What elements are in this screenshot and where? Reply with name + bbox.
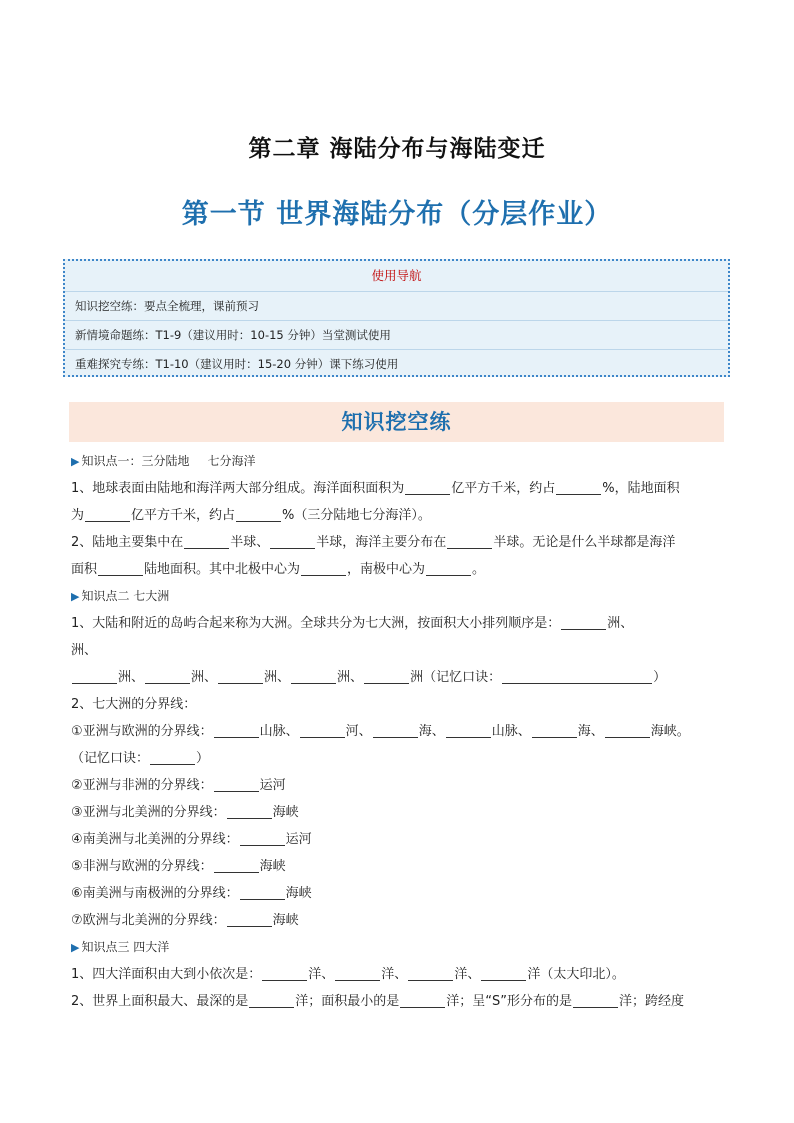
text: 知识点二 七大洲: [81, 589, 170, 603]
fill-blank[interactable]: [218, 669, 263, 684]
text: 洋、: [454, 967, 481, 982]
text: ）: [653, 670, 667, 685]
text: 1、地球表面由陆地和海洋两大部分组成。海洋面积面积为: [71, 481, 405, 496]
text: 海、: [418, 724, 445, 739]
text: 半球。无论是什么半球都是海洋: [493, 535, 676, 550]
question-line: [71, 826, 731, 853]
text: %（三分陆地七分海洋）。: [282, 508, 431, 523]
text: 海峡: [272, 913, 299, 928]
text: 运河: [259, 778, 286, 793]
text: 2、陆地主要集中在: [71, 535, 184, 550]
text: ）: [196, 751, 210, 766]
text: 为: [71, 508, 85, 523]
chapter-title: 第二章 海陆分布与海陆变迁: [248, 136, 546, 162]
fill-blank[interactable]: [300, 723, 345, 738]
text: 1、四大洋面积由大到小依次是：: [71, 967, 262, 982]
question-line: [71, 691, 731, 718]
text: 七分海洋: [207, 454, 256, 468]
question-line: [71, 502, 731, 529]
text: 洋（太大印北）。: [527, 967, 625, 982]
fill-blank[interactable]: [145, 669, 190, 684]
triangle-marker-icon: ▶: [71, 590, 80, 603]
knowledge-point-heading: [71, 583, 731, 610]
fill-blank[interactable]: [301, 561, 346, 576]
text: 半球，海洋主要分布在: [316, 535, 447, 550]
fill-blank[interactable]: [227, 804, 272, 819]
question-line: [71, 988, 731, 1015]
fill-blank[interactable]: [408, 966, 453, 981]
text: ③亚洲与北美洲的分界线：: [71, 805, 226, 820]
text: 2、世界上面积最大、最深的是: [71, 994, 249, 1009]
triangle-marker-icon: ▶: [71, 941, 80, 954]
text: 海峡: [285, 886, 312, 901]
fill-blank[interactable]: [262, 966, 307, 981]
text: 洋；跨经度: [619, 994, 685, 1009]
fill-blank[interactable]: [98, 561, 143, 576]
text: ⑤非洲与欧洲的分界线：: [71, 859, 213, 874]
text: 亿平方千米，约占: [451, 481, 556, 496]
fill-blank[interactable]: [72, 669, 117, 684]
question-line: [71, 907, 731, 934]
text: 海、: [577, 724, 604, 739]
section-title: 第一节 世界海陆分布（分层作业）: [181, 199, 613, 230]
fill-blank[interactable]: [249, 993, 294, 1008]
text: 半球、: [230, 535, 270, 550]
nav-header: 使用导航: [65, 261, 728, 292]
text: 河、: [345, 724, 372, 739]
text: ②亚洲与非洲的分界线：: [71, 778, 213, 793]
text: ⑥南美洲与南极洲的分界线：: [71, 886, 239, 901]
question-line: [71, 799, 731, 826]
text: 海峡: [259, 859, 286, 874]
text: 洋、: [381, 967, 408, 982]
knowledge-point-heading: [71, 448, 731, 475]
fill-blank[interactable]: [240, 831, 285, 846]
fill-blank[interactable]: [447, 534, 492, 549]
text: %，陆地面积: [602, 481, 680, 496]
question-line: [71, 529, 731, 556]
text: ④南美洲与北美洲的分界线：: [71, 832, 239, 847]
fill-blank[interactable]: [556, 480, 601, 495]
fill-blank[interactable]: [291, 669, 336, 684]
text: 洲、: [337, 670, 364, 685]
text: ①亚洲与欧洲的分界线：: [71, 724, 213, 739]
text: 亿平方千米，约占: [131, 508, 236, 523]
triangle-marker-icon: ▶: [71, 455, 80, 468]
fill-blank[interactable]: [150, 750, 195, 765]
fill-blank[interactable]: [405, 480, 450, 495]
text: 洲（记忆口诀：: [410, 670, 502, 685]
fill-blank[interactable]: [214, 777, 259, 792]
text: 洋；面积最小的是: [295, 994, 400, 1009]
question-line: [71, 718, 731, 745]
fill-blank[interactable]: [481, 966, 526, 981]
usage-navigation-box: [63, 259, 730, 377]
fill-blank[interactable]: [85, 507, 130, 522]
fill-blank[interactable]: [270, 534, 315, 549]
fill-blank[interactable]: [240, 885, 285, 900]
text: 洲、: [607, 616, 634, 631]
question-line: [71, 745, 731, 772]
section-banner: 知识挖空练: [69, 402, 724, 442]
fill-blank[interactable]: [400, 993, 445, 1008]
text: ，南极中心为: [347, 562, 426, 577]
question-line: [71, 880, 731, 907]
knowledge-point-heading: [71, 934, 731, 961]
text: 。: [472, 562, 486, 577]
text: 洲、: [264, 670, 291, 685]
question-line: [71, 664, 731, 691]
fill-blank[interactable]: [184, 534, 229, 549]
worksheet-content: [71, 448, 731, 1015]
text: 2、七大洲的分界线：: [71, 697, 197, 712]
question-line: [71, 853, 731, 880]
fill-blank[interactable]: [214, 858, 259, 873]
text: 知识点一：三分陆地: [81, 454, 190, 468]
fill-blank[interactable]: [227, 912, 272, 927]
fill-blank[interactable]: [573, 993, 618, 1008]
fill-blank[interactable]: [605, 723, 650, 738]
fill-blank[interactable]: [364, 669, 409, 684]
question-line: [71, 475, 731, 502]
fill-blank[interactable]: [214, 723, 259, 738]
text: 海峡: [272, 805, 299, 820]
question-line: [71, 772, 731, 799]
nav-row-new-context: 新情境命题练：T1-9（建议用时：10-15 分钟）当堂测试使用: [65, 321, 728, 350]
text: 面积: [71, 562, 98, 577]
text: 洲、: [191, 670, 218, 685]
nav-row-key-difficulty: 重难探究专练：T1-10（建议用时：15-20 分钟）课下练习使用: [75, 357, 399, 371]
fill-blank[interactable]: [446, 723, 491, 738]
fill-blank[interactable]: [561, 615, 606, 630]
fill-blank[interactable]: [532, 723, 577, 738]
text: 山脉、: [491, 724, 531, 739]
text: 陆地面积。其中北极中心为: [144, 562, 301, 577]
fill-blank[interactable]: [373, 723, 418, 738]
text: ⑦欧洲与北美洲的分界线：: [71, 913, 226, 928]
text: 海峡。: [650, 724, 690, 739]
fill-blank[interactable]: [335, 966, 380, 981]
text: 洋；呈“S”形分布的是: [446, 994, 573, 1009]
text: 山脉、: [259, 724, 299, 739]
text: 洋、: [308, 967, 335, 982]
nav-row-knowledge: 知识挖空练：要点全梳理，课前预习: [65, 292, 728, 321]
fill-blank[interactable]: [236, 507, 281, 522]
text: 洲、: [118, 670, 145, 685]
question-line: [71, 961, 731, 988]
text: 知识点三 四大洋: [81, 940, 170, 954]
question-line: [71, 610, 731, 637]
question-line: [71, 637, 731, 664]
text: 洲、: [71, 643, 98, 658]
text: 运河: [285, 832, 312, 847]
text: 1、大陆和附近的岛屿合起来称为大洲。全球共分为七大洲，按面积大小排列顺序是：: [71, 616, 561, 631]
fill-blank[interactable]: [502, 669, 652, 684]
fill-blank[interactable]: [426, 561, 471, 576]
text: （记忆口诀：: [71, 751, 150, 766]
question-line: [71, 556, 731, 583]
